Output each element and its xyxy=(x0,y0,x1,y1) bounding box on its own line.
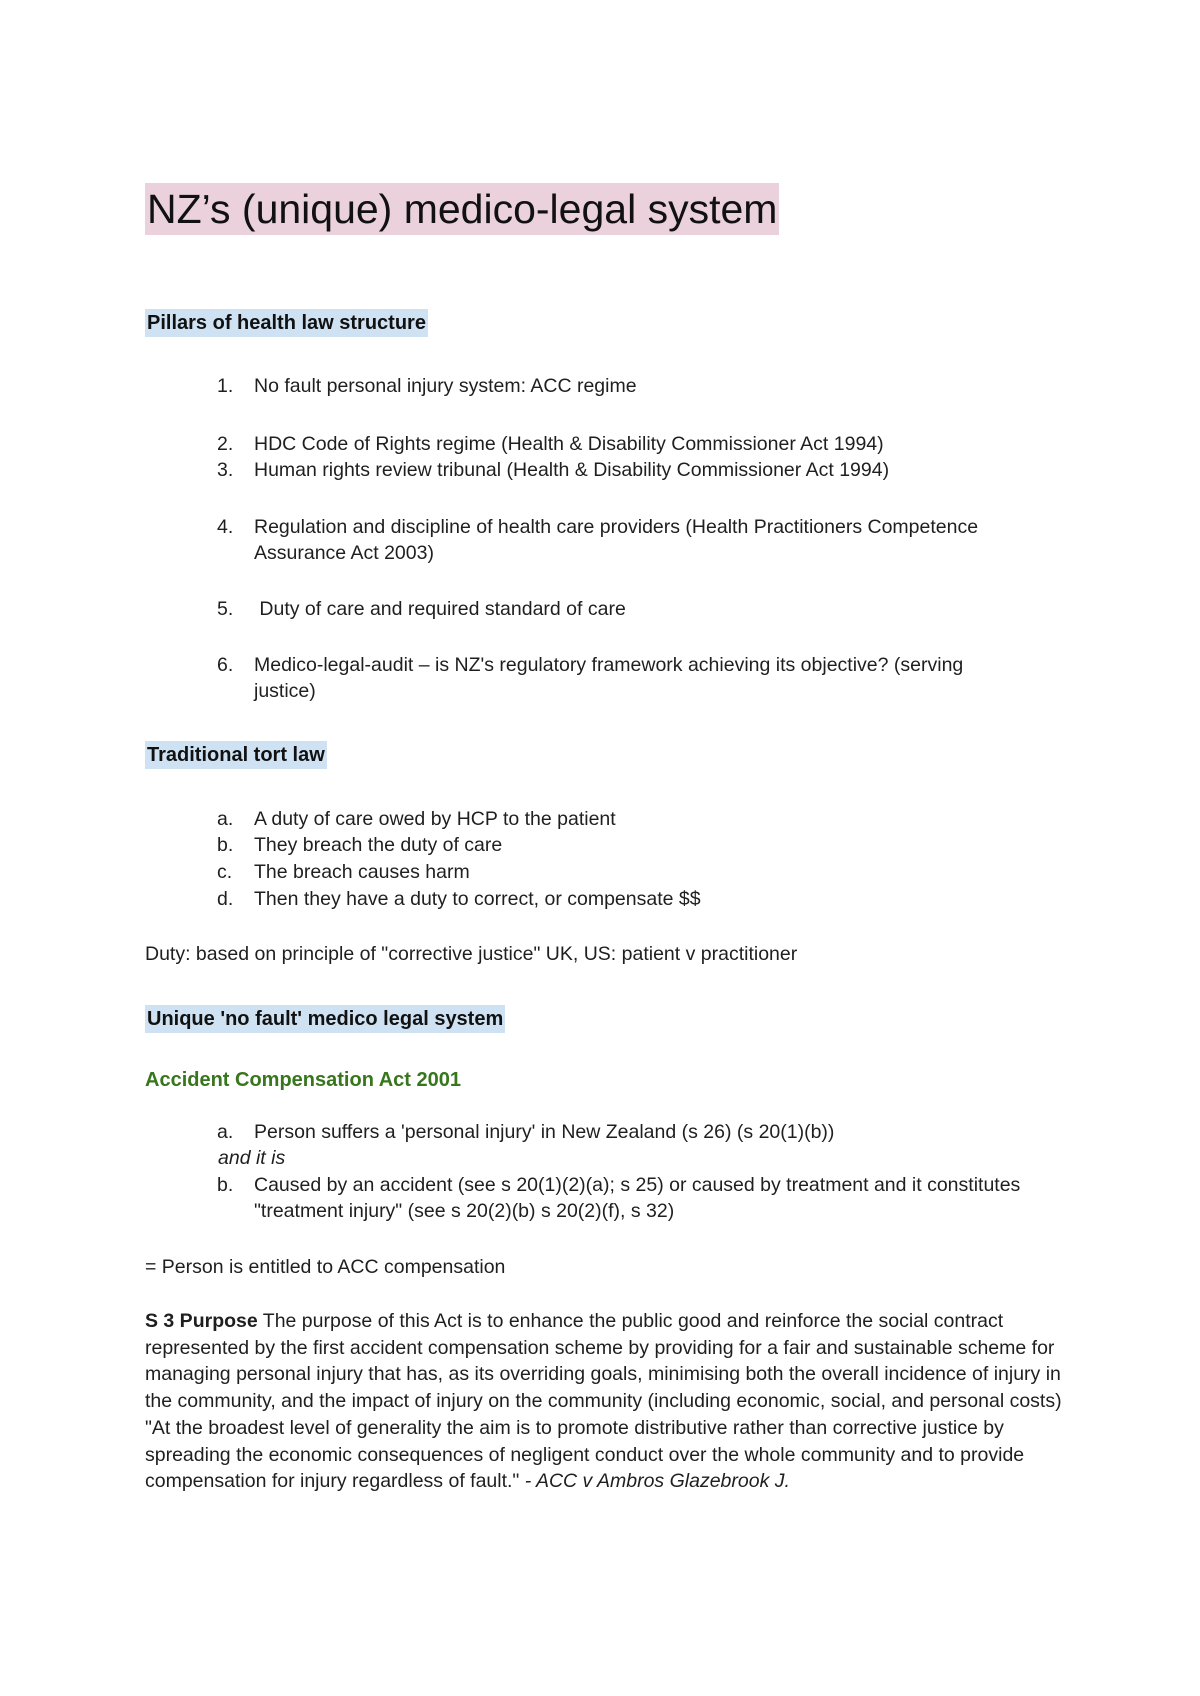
list-number: 5. xyxy=(217,598,234,620)
list-item: Human rights review tribunal (Health & Disability Commissioner Act 1994) xyxy=(254,459,890,481)
list-number: 4. xyxy=(217,516,234,538)
purpose-label: S 3 Purpose xyxy=(145,1310,258,1332)
list-item: They breach the duty of care xyxy=(254,834,503,856)
purpose-paragraph xyxy=(145,1308,1070,1495)
list-number: 1. xyxy=(217,375,234,397)
list-letter: b. xyxy=(217,1174,234,1196)
nofault-heading: Unique 'no fault' medico legal system xyxy=(145,1005,505,1033)
list-item: No fault personal injury system: ACC regime xyxy=(254,375,637,397)
list-number: 3. xyxy=(217,459,234,481)
list-letter: d. xyxy=(217,888,234,910)
pillars-heading: Pillars of health law structure xyxy=(145,309,428,337)
page-title: NZ’s (unique) medico-legal system xyxy=(145,183,779,235)
list-item-continuation: "treatment injury" (see s 20(2)(b) s 20(2)(f), s 32) xyxy=(254,1200,675,1222)
quote-attribution: - ACC v Ambros Glazebrook J. xyxy=(524,1470,790,1493)
act-heading: Accident Compensation Act 2001 xyxy=(145,1069,462,1091)
duty-note: Duty: based on principle of "corrective justice" UK, US: patient v practitioner xyxy=(145,943,798,965)
list-item-continuation: Assurance Act 2003) xyxy=(254,542,434,564)
list-item: Regulation and discipline of health care providers (Health Practitioners Competence xyxy=(254,516,979,538)
tort-heading: Traditional tort law xyxy=(145,741,327,769)
list-letter: b. xyxy=(217,834,234,856)
result-text: = Person is entitled to ACC compensation xyxy=(145,1256,506,1278)
list-item: HDC Code of Rights regime (Health & Disability Commissioner Act 1994) xyxy=(254,433,884,455)
list-item: Then they have a duty to correct, or compensate $$ xyxy=(254,888,701,910)
list-number: 6. xyxy=(217,654,234,676)
list-item: Caused by an accident (see s 20(1)(2)(a); s 25) or caused by treatment and it constitutes xyxy=(254,1174,1021,1196)
list-item: A duty of care owed by HCP to the patient xyxy=(254,808,616,830)
list-letter: a. xyxy=(217,808,234,830)
list-letter: c. xyxy=(217,861,233,883)
list-number: 2. xyxy=(217,433,234,455)
purpose-text: The purpose of this Act is to enhance the public good and reinforce the social contract represented by the first accident compensation scheme by providing for a fair and sustainable scheme for managing personal injury that has, as its overriding goals, minimising both the overall incidence of injury in the community, and the impact of injury on the community (including economic, social, and personal costs) xyxy=(145,1310,1062,1413)
list-item: The breach causes harm xyxy=(254,861,470,883)
list-letter: a. xyxy=(217,1121,234,1143)
list-item: Duty of care and required standard of care xyxy=(254,598,626,620)
quote-text: "At the broadest level of generality the aim is to promote distributive rather than corrective justice by spreading the economic consequences of negligent conduct over the whole community and to provide compensation for injury regardless of fault." xyxy=(145,1416,1025,1493)
list-item: Person suffers a 'personal injury' in New Zealand (s 26) (s 20(1)(b)) xyxy=(254,1121,835,1143)
list-item-continuation: justice) xyxy=(254,680,316,702)
connector-text: and it is xyxy=(218,1147,286,1169)
list-item: Medico-legal-audit – is NZ's regulatory framework achieving its objective? (serving xyxy=(254,654,964,676)
